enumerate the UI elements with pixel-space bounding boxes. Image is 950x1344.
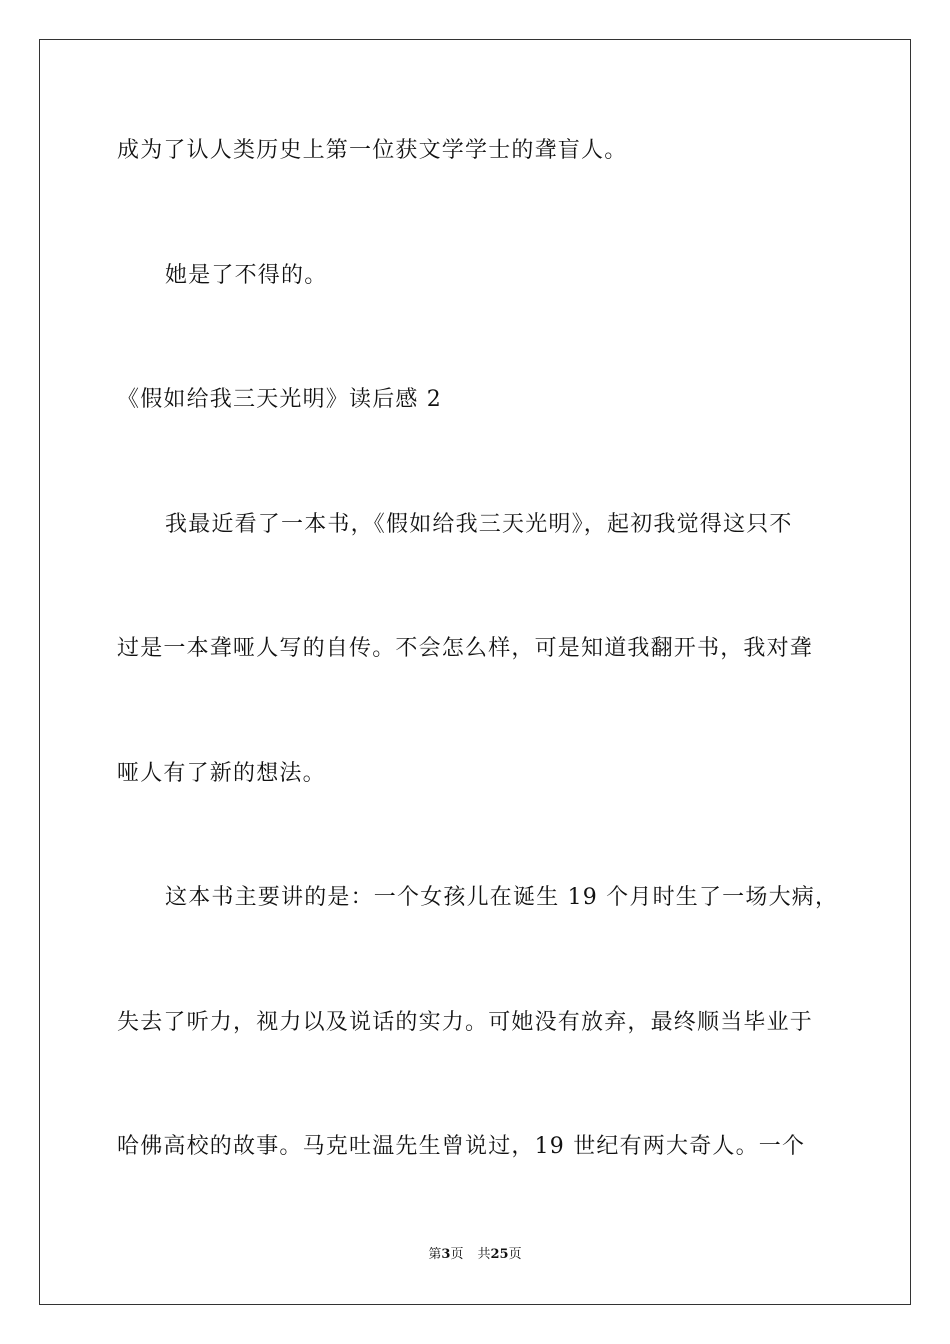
paragraph-line: 哑人有了新的想法。 bbox=[117, 761, 326, 786]
section-heading: 《假如给我三天光明》读后感 2 bbox=[117, 387, 442, 412]
paragraph-line: 失去了听力，视力以及说话的实力。可她没有放弃，最终顺当毕业于 bbox=[117, 1010, 814, 1035]
page-frame bbox=[39, 39, 911, 1305]
paragraph-line: 成为了认人类历史上第一位获文学学士的聋盲人。 bbox=[117, 138, 628, 163]
paragraph-line: 哈佛高校的故事。马克吐温先生曾说过，19 世纪有两大奇人。一个 bbox=[117, 1134, 806, 1159]
total-suffix: 页 bbox=[508, 1247, 522, 1262]
page-footer bbox=[0, 1246, 950, 1264]
page-prefix: 第 bbox=[428, 1247, 442, 1262]
total-pages: 25 bbox=[490, 1247, 509, 1262]
paragraph-line: 我最近看了一本书，《假如给我三天光明》，起初我觉得这只不 bbox=[165, 512, 793, 537]
total-prefix: 共 bbox=[477, 1247, 491, 1262]
page-number: 3 bbox=[441, 1247, 451, 1262]
page-suffix: 页 bbox=[450, 1247, 464, 1262]
paragraph-line: 她是了不得的。 bbox=[165, 263, 328, 288]
paragraph-line: 这本书主要讲的是：一个女孩儿在诞生 19 个月时生了一场大病， bbox=[165, 885, 839, 910]
paragraph-line: 过是一本聋哑人写的自传。不会怎么样，可是知道我翻开书，我对聋 bbox=[117, 636, 814, 661]
